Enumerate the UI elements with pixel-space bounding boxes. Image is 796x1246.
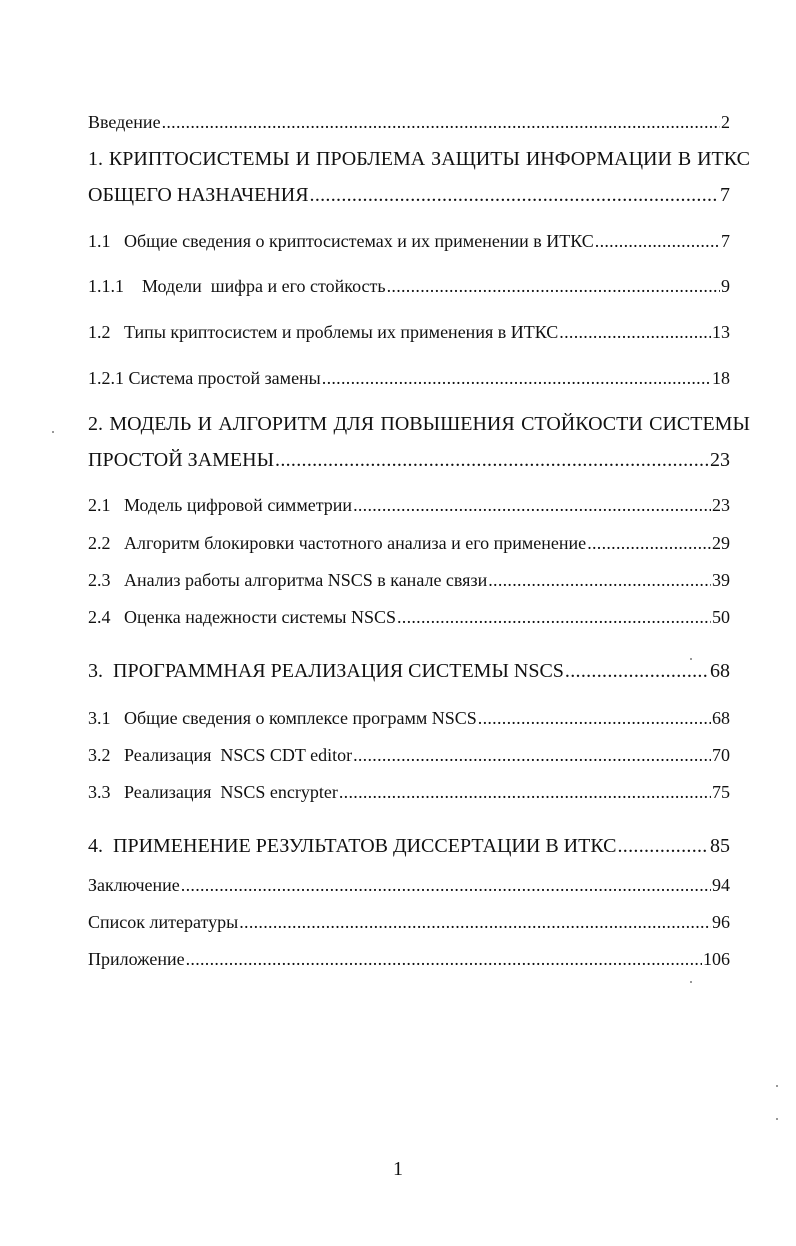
toc-title: 1.1 Общие сведения о криптосистемах и их применении в ИТКС [88,231,594,251]
toc-title: 3.2 Реализация NSCS CDT editor [88,745,353,765]
toc-page: 75 [712,782,730,802]
leader-dots [353,493,711,517]
toc-page: 68 [712,708,730,728]
toc-page: 18 [712,368,730,388]
leader-dots [310,183,719,207]
toc-title: Введение [88,112,161,132]
toc-entry-appendix [88,947,730,971]
leader-dots [397,605,711,629]
leader-dots [181,873,711,897]
toc-title: Список литературы [88,912,239,932]
leader-dots [353,743,711,767]
toc-page: 94 [712,875,730,895]
toc-entry-2-1 [88,493,730,517]
toc-title: 3.1 Общие сведения о комплексе программ NSCS [88,708,477,728]
toc-title: 3.3 Реализация NSCS encrypter [88,782,338,802]
toc-entry-1-2-1 [88,366,730,390]
scan-speck [776,1085,778,1087]
word: ИНФОРМАЦИИ [525,148,672,170]
toc-title: 1.2.1 Система простой замены [88,368,321,388]
leader-dots [595,229,720,253]
toc-page: 70 [712,745,730,765]
leader-dots [239,910,711,934]
toc-title: 2.4 Оценка надежности системы NSCS [88,607,396,627]
toc-page: 2 [721,112,730,132]
toc-entry-2-4 [88,605,730,629]
word: КРИПТОСИСТЕМЫ [108,148,290,170]
toc-page: 9 [721,276,730,296]
leader-dots [322,366,711,390]
toc-entry-1-1 [88,229,730,253]
word: ДЛЯ [333,413,375,435]
toc-page: 39 [712,570,730,590]
leader-dots [339,780,711,804]
scan-speck [52,431,54,433]
toc-entry-intro [88,110,730,134]
toc-title: 2.3 Анализ работы алгоритма NSCS в канале связи [88,570,488,590]
toc-title: 1.1.1 Модели шифра и его стойкость [88,276,386,296]
toc-title: 1.2 Типы криптосистем и проблемы их применения в ИТКС [88,322,559,342]
leader-dots [478,706,711,730]
toc-entry-2-2 [88,531,730,555]
word: ЗАЩИТЫ [431,148,520,170]
toc-title: ОБЩЕГО НАЗНАЧЕНИЯ [88,184,309,206]
leader-dots [587,531,711,555]
word: ПРОБЛЕМА [316,148,426,170]
word: 2. [88,413,103,435]
toc-entry-references [88,910,730,934]
word: 1. [88,148,103,170]
toc-title: 2.2 Алгоритм блокировки частотного анализа и его применение [88,533,587,553]
leader-dots [275,448,709,472]
word: И [295,148,311,170]
toc-title: ПРОСТОЙ ЗАМЕНЫ [88,449,275,471]
toc-page: 106 [703,949,730,969]
toc-page: 68 [710,660,730,682]
toc-entry-3-2 [88,743,730,767]
scan-speck [690,981,692,983]
toc-entry-3-1 [88,706,730,730]
word: И [197,413,213,435]
scan-speck [690,658,692,660]
toc-entry-conclusion [88,873,730,897]
toc-title: 2.1 Модель цифровой симметрии [88,495,353,515]
toc-chapter-3 [88,659,730,683]
toc-chapter-2-line1 [88,411,750,437]
leader-dots [162,110,720,134]
scan-speck [776,1118,778,1120]
toc-entry-3-3 [88,780,730,804]
toc-entry-2-3 [88,568,730,592]
leader-dots [618,834,710,858]
word: АЛГОРИТМ [218,413,328,435]
toc-page: 85 [710,835,730,857]
toc-page: 23 [710,449,730,471]
toc-page: 23 [712,495,730,515]
toc-title: Приложение [88,949,185,969]
toc-chapter-4 [88,834,730,858]
toc-page: 13 [712,322,730,342]
toc-title: 3. ПРОГРАММНАЯ РЕАЛИЗАЦИЯ СИСТЕМЫ NSCS [88,660,564,682]
toc-chapter-1-line1 [88,146,750,172]
toc-entry-1-2 [88,320,730,344]
word: В [677,148,692,170]
word: МОДЕЛЬ [109,413,192,435]
toc-page: 29 [712,533,730,553]
leader-dots [565,659,709,683]
word: ИТКС [697,148,750,170]
word: ПОВЫШЕНИЯ [380,413,515,435]
toc-page: 7 [721,231,730,251]
toc-entry-1-1-1 [88,274,730,298]
toc-title: 4. ПРИМЕНЕНИЕ РЕЗУЛЬТАТОВ ДИССЕРТАЦИИ В ИТКС [88,835,617,857]
toc-page: 50 [712,607,730,627]
toc-chapter-2-line2 [88,448,730,472]
toc-page: 7 [720,184,730,206]
leader-dots [559,320,711,344]
toc-title: Заключение [88,875,180,895]
word: СИСТЕМЫ [649,413,750,435]
word: СТОЙКОСТИ [521,413,643,435]
leader-dots [186,947,702,971]
page-number: 1 [393,1158,403,1180]
leader-dots [387,274,720,298]
toc-page: 96 [712,912,730,932]
toc-chapter-1-line2 [88,183,730,207]
leader-dots [488,568,711,592]
